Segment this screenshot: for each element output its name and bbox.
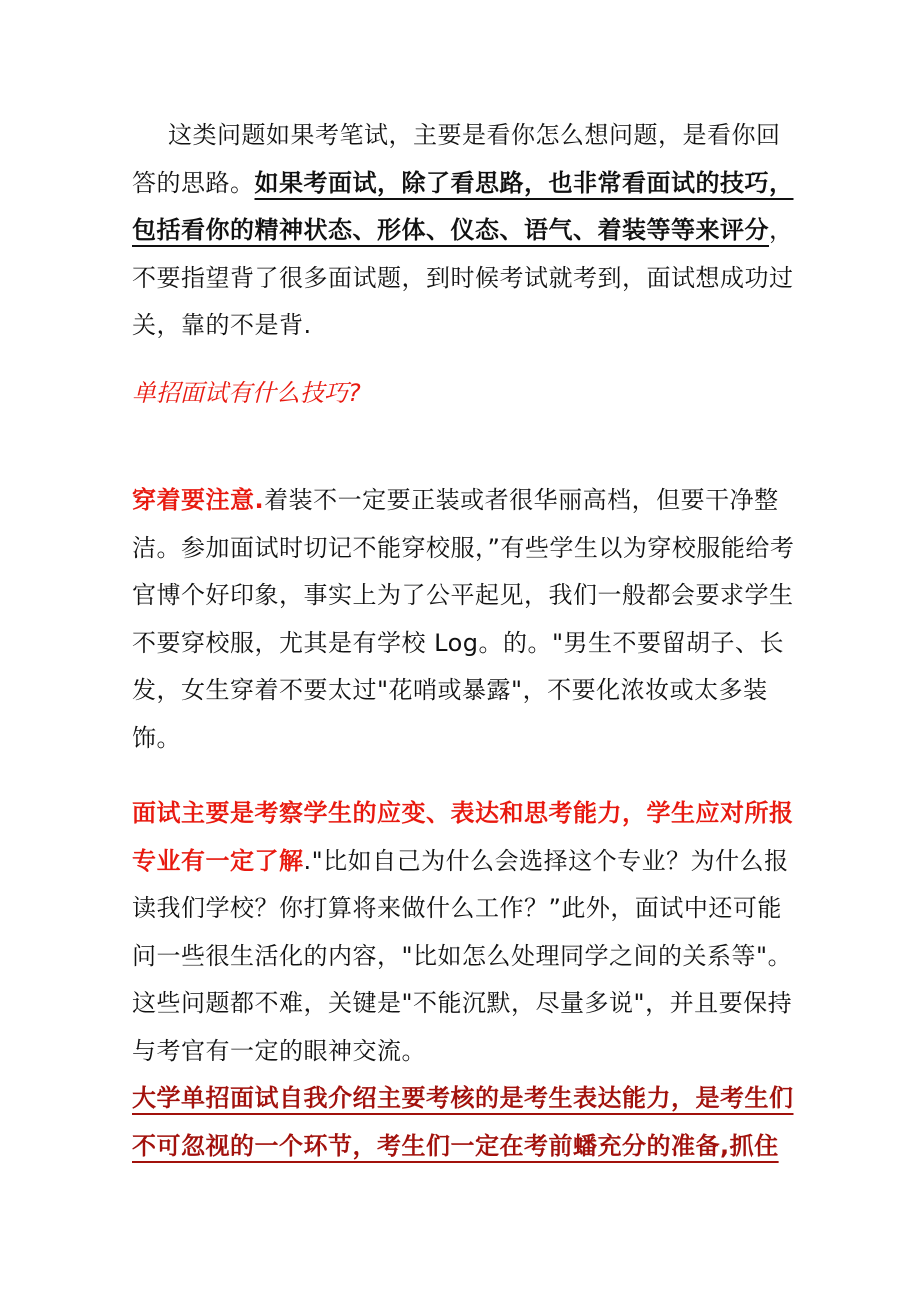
section-heading: 单招面试有什么技巧? xyxy=(132,378,361,407)
red-lead-dress: 穿着要注意. xyxy=(132,486,265,514)
paragraph-text: 着装不一定要正装或者很华丽高档，但要干净整洁。参加面试时切记不能穿校服，”有些学生以为穿校服能给考官博个好印象，事实上为了公平起见，我们一般都会要求学生不要穿校服，尤其是有学校 Log。的。"男生不要留胡子、长发，女生穿着不要太过"花哨或暴露"，不要化浓妆或太多装饰。 xyxy=(132,486,795,752)
emphasis-self-intro: 大学单招面试自我介绍主要考核的是考生表达能力，是考生们不可忽视的一个环节，考生们一定在考前蟠充分的准备,抓住 xyxy=(132,1084,794,1160)
paragraph-interview-focus xyxy=(132,790,800,1075)
paragraph-text: ."比如自己为什么会选择这个专业？为什么报读我们学校？你打算将来做什么工作？”此外，面试中还可能问一些很生活化的内容，"比如怎么处理同学之间的关系等"。这些问题都不难，关键是"不能沉默，尽量多说"，并且要保持与考官有一定的眼神交流。 xyxy=(132,846,793,1065)
paragraph-dress xyxy=(132,477,800,762)
emphasis-interview-skills: 如果考面试，除了看思路，也非常看面试的技巧，包括看你的精神状态、形体、仪态、语气、着装等等来评分 xyxy=(132,168,794,244)
paragraph-exam-approach xyxy=(132,112,800,350)
red-lead-interview-focus: 面试主要是考察学生的应变、表达和思考能力，学生应对所报专业有一定了解 xyxy=(132,799,794,875)
document-page xyxy=(132,112,800,1170)
paragraph-text: ，不要指望背了很多面试题，到时候考试就考到，面试想成功过关，靠的不是背. xyxy=(132,216,794,339)
paragraph-self-intro xyxy=(132,1075,800,1170)
paragraph-text: 这类问题如果考笔试，主要是看你怎么想问题，是看你回答的思路。 xyxy=(132,121,781,197)
